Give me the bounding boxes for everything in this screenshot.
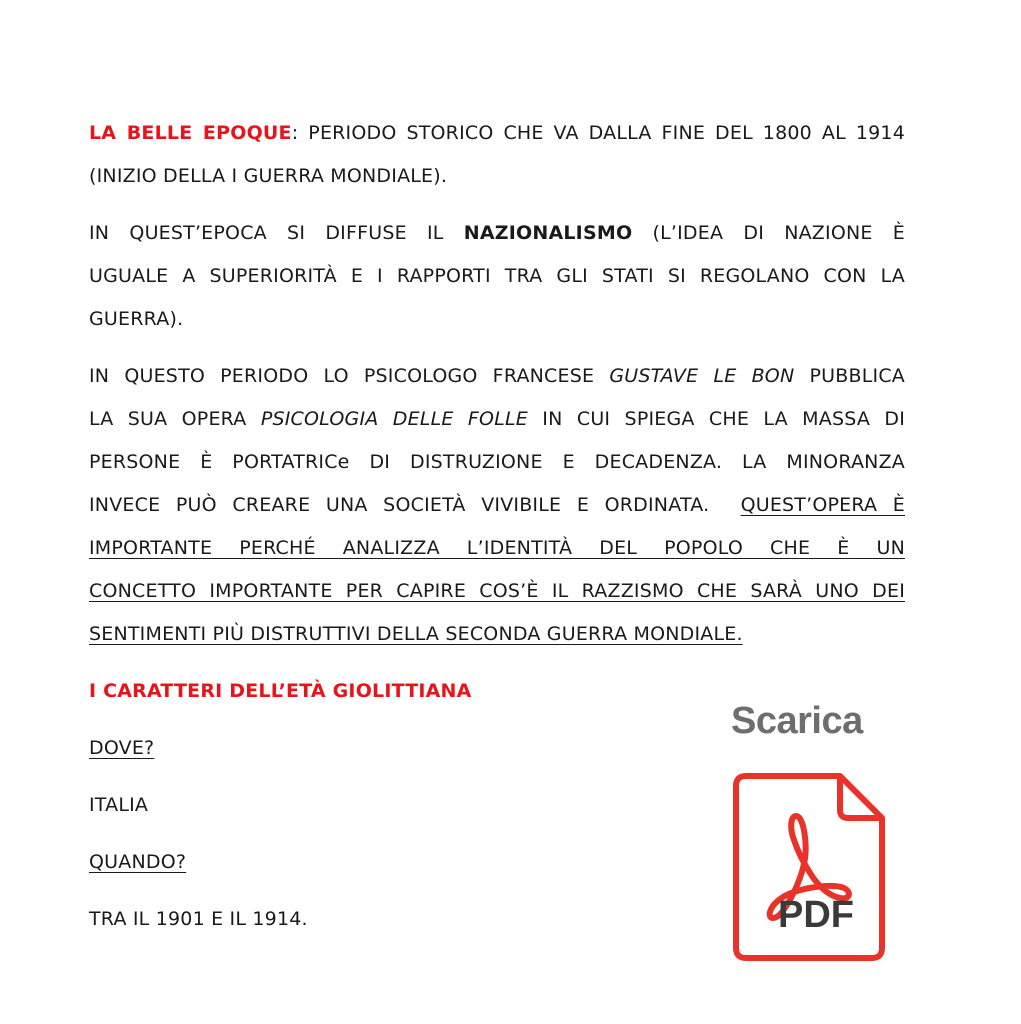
le-bon-text-l1-pre: IN QUESTO PERIODO LO PSICOLOGO FRANCESE [89,365,610,387]
le-bon-text-l2-post: IN CUI SPIEGA CHE LA MASSA DI [527,408,905,430]
question-dove: DOVE? [89,737,155,759]
le-bon-underlined-l5: IMPORTANTE PERCHÉ ANALIZZA L’IDENTITÀ DEL POPOLO CHE È UN [89,537,905,559]
nazionalismo-text-line3: GUERRA). [89,308,184,330]
nazionalismo-text-pre: IN QUEST’EPOCA SI DIFFUSE IL [89,222,464,244]
nazionalismo-paragraph [89,212,905,341]
download-pdf-button[interactable] [726,700,896,970]
author-name: GUSTAVE LE BON [609,365,795,387]
belle-epoque-paragraph [89,112,905,198]
le-bon-text-l4-pre: INVECE PUÒ CREARE UNA SOCIETÀ VIVIBILE E ORDINATA. [89,494,741,516]
belle-epoque-text-line2: (INIZIO DELLA I GUERRA MONDIALE). [89,165,448,187]
belle-epoque-title: LA BELLE EPOQUE [89,122,292,144]
nazionalismo-text-line2: UGUALE A SUPERIORITÀ E I RAPPORTI TRA GLI STATI SI REGOLANO CON LA [89,265,905,287]
belle-epoque-text-line1: : PERIODO STORICO CHE VA DALLA FINE DEL 1800 AL 1914 [291,122,905,144]
le-bon-text-l1-post: PUBBLICA [794,365,906,387]
le-bon-paragraph [89,355,905,656]
pdf-label[interactable]: PDF [778,894,854,936]
le-bon-underlined-start: QUEST’OPERA È [740,494,905,516]
le-bon-text-l3: PERSONE È PORTATRICe DI DISTRUZIONE E DECADENZA. LA MINORANZA [89,451,905,473]
giolitti-heading: I CARATTERI DELL’ETÀ GIOLITTIANA [89,680,472,702]
answer-quando: TRA IL 1901 E IL 1914. [89,908,308,930]
le-bon-underlined-l6: CONCETTO IMPORTANTE PER CAPIRE COS’È IL RAZZISMO CHE SARÀ UNO DEI [89,580,905,602]
nazionalismo-text-post: (L’IDEA DI NAZIONE È [632,222,905,244]
work-title: PSICOLOGIA DELLE FOLLE [260,408,528,430]
le-bon-underlined-l7: SENTIMENTI PIÙ DISTRUTTIVI DELLA SECONDA GUERRA MONDIALE. [89,623,743,645]
download-label[interactable]: Scarica [731,700,863,742]
question-quando: QUANDO? [89,851,187,873]
nazionalismo-keyword: NAZIONALISMO [463,222,633,244]
answer-dove: ITALIA [89,794,149,816]
le-bon-text-l2-pre: LA SUA OPERA [89,408,261,430]
